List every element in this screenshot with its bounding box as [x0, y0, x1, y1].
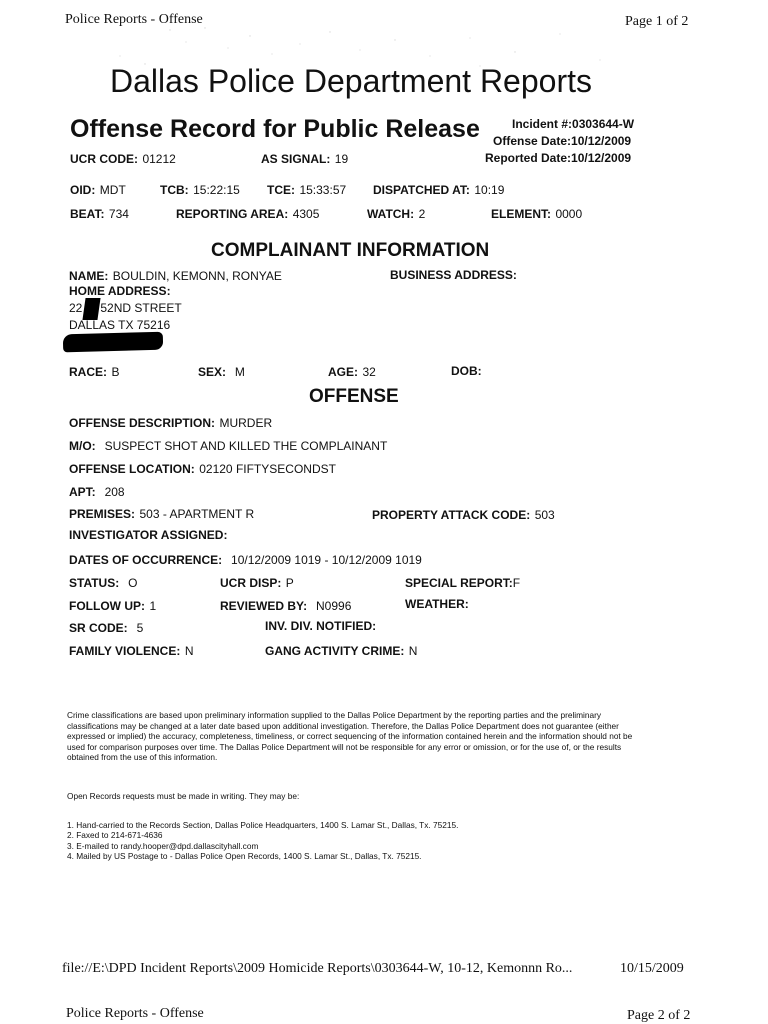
special-report-value: F	[512, 576, 521, 590]
follow-up-value: 1	[149, 599, 157, 613]
offense-description	[69, 414, 272, 432]
age	[328, 363, 376, 381]
property-attack-code-value: 503	[534, 508, 555, 522]
ucr-disp-label: UCR DISP:	[220, 576, 282, 590]
sr-code	[69, 619, 143, 637]
list-item: 2. Faxed to 214-671-4636	[67, 830, 163, 841]
follow-up-label: FOLLOW UP:	[69, 599, 145, 613]
incident-number	[512, 117, 634, 131]
special-report-label: SPECIAL REPORT:	[405, 576, 513, 590]
reporting-area-value: 4305	[292, 207, 320, 221]
as-signal-value: 19	[334, 152, 349, 166]
address-street: 52ND STREET	[100, 301, 182, 315]
property-attack-code-label: PROPERTY ATTACK CODE:	[372, 508, 531, 522]
watch-value: 2	[418, 207, 426, 221]
gang-activity-crime	[265, 642, 417, 660]
footer-date: 10/15/2009	[620, 961, 684, 976]
ucr-code	[70, 150, 176, 168]
age-value: 32	[362, 365, 376, 379]
premises-label: PREMISES:	[69, 507, 136, 521]
modus-operandi	[69, 437, 387, 455]
sr-code-value: 5	[136, 621, 144, 635]
dates-of-occurrence	[69, 551, 422, 569]
redaction-bar	[63, 332, 163, 353]
ucr-code-value: 01212	[142, 152, 176, 166]
investigator-assigned-label: INVESTIGATOR ASSIGNED:	[69, 528, 228, 542]
ucr-disp	[220, 574, 294, 592]
open-records-list	[67, 820, 458, 862]
property-attack-code	[372, 506, 555, 524]
beat-label: BEAT:	[70, 207, 105, 221]
tcb-label: TCB:	[160, 183, 189, 197]
apt-value: 208	[104, 485, 125, 499]
page2-header-page: Page 2 of 2	[627, 1008, 691, 1023]
tcb	[160, 181, 240, 199]
dispatched-at	[373, 181, 504, 199]
list-item: 3. E-mailed to randy.hooper@dpd.dallascityhall.com	[67, 840, 259, 851]
inv-div-notified-label: INV. DIV. NOTIFIED:	[265, 619, 377, 633]
footer-file-path: file://E:\DPD Incident Reports\2009 Homicide Reports\0303644-W, 10-12, Kemonnn Ro...	[62, 961, 573, 976]
weather-label: WEATHER:	[405, 597, 469, 611]
incident-value: 0303644-W	[572, 117, 635, 131]
list-item: 1. Hand-carried to the Records Section, Dallas Police Headquarters, 1400 S. Lamar St., Dallas, Tx. 75215.	[67, 820, 459, 830]
reporting-area-label: REPORTING AREA:	[176, 207, 289, 221]
offense-date	[493, 134, 631, 148]
age-label: AGE:	[328, 365, 358, 379]
offense-description-label: OFFENSE DESCRIPTION:	[69, 416, 216, 430]
tce	[267, 181, 346, 199]
follow-up	[69, 597, 156, 615]
as-signal-label: AS SIGNAL:	[261, 152, 331, 166]
offense-date-value: 10/12/2009	[571, 134, 632, 148]
sex-label: SEX:	[198, 365, 227, 379]
premises-value: 503 - APARTMENT R	[139, 507, 255, 521]
redaction-mark	[82, 298, 100, 320]
special-report	[405, 574, 520, 592]
oid-label: OID:	[70, 183, 96, 197]
print-header-title: Police Reports - Offense	[65, 12, 203, 27]
address-city: DALLAS TX 75216	[69, 318, 171, 332]
sex	[198, 363, 245, 381]
ucr-code-label: UCR CODE:	[70, 152, 138, 166]
family-violence-value: N	[184, 644, 194, 658]
status-label: STATUS:	[69, 576, 120, 590]
offense-description-value: MURDER	[219, 416, 273, 430]
name-label: NAME:	[69, 269, 109, 283]
reported-date-value: 10/12/2009	[571, 151, 632, 165]
ucr-disp-value: P	[285, 576, 294, 590]
reviewed-by	[220, 597, 351, 615]
disclaimer-text: Crime classifications are based upon preliminary information supplied to the Dallas Police Department by the reporting parties and the preliminary classifications may be changed at a later date based upon additional investigation. Therefore, the Dallas Police Department does not guarantee (either expressed or implied) the accuracy, completeness, timeliness, or correct sequencing of the information contained herein and the information should not be used for comparison purposes over time. The Dallas Police Department will not be responsible for any error or omission, or for the use of, or the results obtained from the use of this information.	[67, 710, 633, 763]
tcb-value: 15:22:15	[193, 183, 240, 197]
home-address-label: HOME ADDRESS:	[69, 284, 171, 298]
gang-activity-label: GANG ACTIVITY CRIME:	[265, 644, 405, 658]
list-item: 4. Mailed by US Postage to - Dallas Police Open Records, 1400 S. Lamar St., Dallas, Tx. 75215.	[67, 851, 422, 862]
reviewed-by-value: N0996	[316, 599, 352, 613]
element-value: 0000	[555, 207, 583, 221]
reporting-area	[176, 205, 319, 223]
tce-label: TCE:	[267, 183, 295, 197]
reported-date	[485, 151, 631, 165]
page2-header-title: Police Reports - Offense	[66, 1006, 204, 1021]
status-value: O	[128, 576, 138, 590]
premises	[69, 505, 254, 523]
offense-location-value: 02120 FIFTYSECONDST	[199, 462, 336, 476]
complainant-name	[69, 267, 282, 285]
business-address-label: BUSINESS ADDRESS:	[390, 268, 517, 282]
element	[491, 205, 582, 223]
race-label: RACE:	[69, 365, 107, 379]
record-title: Offense Record for Public Release	[70, 115, 480, 143]
beat-value: 734	[108, 207, 129, 221]
complainant-heading: COMPLAINANT INFORMATION	[211, 240, 490, 261]
status	[69, 574, 137, 592]
mo-value: SUSPECT SHOT AND KILLED THE COMPLAINANT	[104, 439, 388, 453]
dates-value: 10/12/2009 1019 - 10/12/2009 1019	[231, 553, 422, 567]
sr-code-label: SR CODE:	[69, 621, 128, 635]
race-value: B	[111, 365, 120, 379]
dates-label: DATES OF OCCURRENCE:	[69, 553, 223, 567]
dispatched-value: 10:19	[474, 183, 505, 197]
sex-value: M	[234, 365, 245, 379]
offense-heading: OFFENSE	[309, 386, 399, 407]
page-title: Dallas Police Department Reports	[110, 63, 592, 99]
dob-label: DOB:	[451, 364, 482, 378]
reviewed-by-label: REVIEWED BY:	[220, 599, 308, 613]
apt	[69, 483, 125, 501]
as-signal	[261, 150, 348, 168]
oid	[70, 181, 126, 199]
print-header-page: Page 1 of 2	[625, 14, 689, 29]
family-violence-label: FAMILY VIOLENCE:	[69, 644, 181, 658]
address-prefix: 22	[69, 301, 83, 315]
tce-value: 15:33:57	[299, 183, 347, 197]
element-label: ELEMENT:	[491, 207, 551, 221]
offense-location-label: OFFENSE LOCATION:	[69, 462, 195, 476]
beat	[70, 205, 129, 223]
dispatched-label: DISPATCHED AT:	[373, 183, 470, 197]
open-records-intro: Open Records requests must be made in writing. They may be:	[67, 791, 300, 801]
gang-activity-value: N	[408, 644, 418, 658]
oid-value: MDT	[99, 183, 126, 197]
offense-location	[69, 460, 336, 478]
reported-date-label: Reported Date:	[485, 151, 572, 165]
watch	[367, 205, 425, 223]
incident-label: Incident #:	[512, 117, 573, 131]
race	[69, 363, 119, 381]
apt-label: APT:	[69, 485, 96, 499]
mo-label: M/O:	[69, 439, 96, 453]
watch-label: WATCH:	[367, 207, 415, 221]
family-violence	[69, 642, 193, 660]
name-value: BOULDIN, KEMONN, RONYAE	[112, 269, 282, 283]
offense-date-label: Offense Date:	[493, 134, 572, 148]
